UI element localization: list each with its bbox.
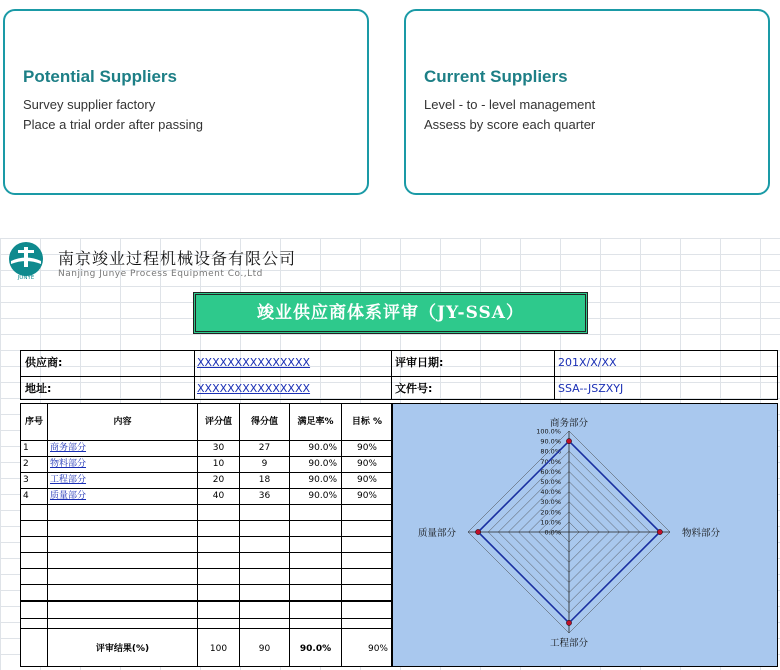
table-row-empty [21, 568, 391, 585]
score-table [20, 403, 392, 667]
sheet-title [193, 292, 588, 334]
radar-scale-label: 60.0% [540, 467, 561, 476]
row-satisfaction: 90.0% [308, 475, 337, 485]
row-no: 2 [23, 459, 29, 469]
company-name: 南京竣业过程机械设备有限公司 [58, 249, 297, 268]
radar-data-point [566, 439, 571, 444]
company-logo [6, 240, 46, 280]
radar-data-point [657, 529, 662, 534]
col-content: 内容 [113, 417, 132, 427]
row-score-value: 20 [212, 475, 225, 485]
row-score-value: 10 [212, 459, 225, 469]
radar-chart-svg [393, 404, 779, 668]
info-table [20, 350, 778, 400]
card-title: Potential Suppliers [23, 67, 177, 86]
table-row-empty [21, 504, 391, 521]
card-line: Assess by score each quarter [424, 117, 596, 132]
table-header [21, 404, 391, 441]
radar-data-point [476, 529, 481, 534]
radar-scale-label: 90.0% [540, 437, 561, 446]
supplier-value[interactable]: XXXXXXXXXXXXXXX [197, 356, 311, 369]
total-satisfaction: 90.0% [299, 644, 332, 654]
radar-axis-label: 物料部分 [682, 528, 721, 539]
card-line: Level - to - level management [424, 97, 596, 112]
table-row-empty [21, 584, 391, 602]
radar-scale-label: 10.0% [540, 518, 561, 527]
radar-data-point [566, 620, 571, 625]
row-satisfaction: 90.0% [308, 491, 337, 501]
col-score-value: 评分值 [204, 417, 232, 427]
col-target: 目标 % [351, 417, 383, 427]
row-score-got: 27 [258, 443, 271, 453]
row-score-got: 18 [258, 475, 271, 485]
total-score-value: 100 [209, 644, 228, 654]
radar-axis-label: 商务部分 [549, 418, 589, 429]
table-row-empty [21, 536, 391, 553]
logo-wordmark: JUNYE [17, 275, 35, 280]
row-target: 90% [356, 491, 377, 501]
table-row [21, 440, 391, 457]
row-target: 90% [356, 443, 377, 453]
supplier-label: 供应商: [25, 356, 63, 369]
sheet-title-text: 竣业供应商体系评审（JY-SSA） [257, 303, 524, 323]
current-suppliers-card [404, 9, 770, 195]
row-content-link[interactable]: 商务部分 [50, 443, 87, 453]
card-line: Place a trial order after passing [23, 117, 203, 132]
radar-chart [392, 403, 778, 667]
total-label: 评审结果(%) [95, 644, 150, 654]
radar-scale-label: 0.0% [544, 528, 561, 537]
table-row [21, 456, 391, 473]
total-row [21, 628, 391, 669]
card-title: Current Suppliers [424, 67, 568, 86]
row-score-got: 9 [261, 459, 268, 469]
address-value[interactable]: XXXXXXXXXXXXXXX [197, 382, 311, 395]
table-row [21, 488, 391, 505]
row-content-link[interactable]: 质量部分 [50, 491, 87, 501]
company-name-en: Nanjing Junye Process Equipment Co.,Ltd [58, 269, 263, 279]
table-row-empty [21, 602, 391, 619]
col-no: 序号 [24, 417, 43, 427]
potential-suppliers-card [3, 9, 369, 195]
row-satisfaction: 90.0% [308, 459, 337, 469]
col-satisfaction: 满足率% [297, 417, 334, 427]
row-target: 90% [356, 475, 377, 485]
row-content-link[interactable]: 物料部分 [50, 459, 87, 469]
row-no: 1 [23, 443, 29, 453]
radar-scale-label: 100.0% [536, 427, 561, 436]
total-target: 90% [367, 644, 388, 654]
radar-scale-label: 80.0% [540, 447, 561, 456]
radar-scale-label: 50.0% [540, 478, 561, 486]
row-score-value: 30 [212, 443, 225, 453]
spreadsheet [0, 238, 780, 670]
row-no: 4 [23, 491, 29, 501]
row-no: 3 [23, 475, 29, 485]
doc-no-value[interactable]: SSA--JSZXYJ [558, 382, 624, 395]
row-score-got: 36 [258, 491, 271, 501]
radar-scale-label: 20.0% [540, 508, 561, 517]
total-score-got: 90 [258, 644, 271, 654]
table-row-empty [21, 552, 391, 569]
radar-scale-label: 40.0% [540, 488, 561, 497]
card-line: Survey supplier factory [23, 97, 156, 112]
doc-no-label: 文件号: [395, 382, 433, 395]
table-row-empty [21, 520, 391, 537]
radar-scale-label: 30.0% [540, 498, 561, 507]
radar-axis-label: 工程部分 [549, 638, 589, 649]
col-score-got: 得分值 [250, 417, 278, 427]
radar-scale-label: 70.0% [540, 457, 561, 466]
row-target: 90% [356, 459, 377, 469]
row-score-value: 40 [212, 491, 225, 501]
row-satisfaction: 90.0% [308, 443, 337, 453]
review-date-label: 评审日期: [395, 356, 444, 369]
radar-axis-label: 质量部分 [417, 528, 456, 539]
table-row [21, 472, 391, 489]
row-content-link[interactable]: 工程部分 [50, 475, 87, 485]
address-label: 地址: [25, 382, 52, 395]
review-date-value[interactable]: 201X/X/XX [558, 356, 617, 369]
